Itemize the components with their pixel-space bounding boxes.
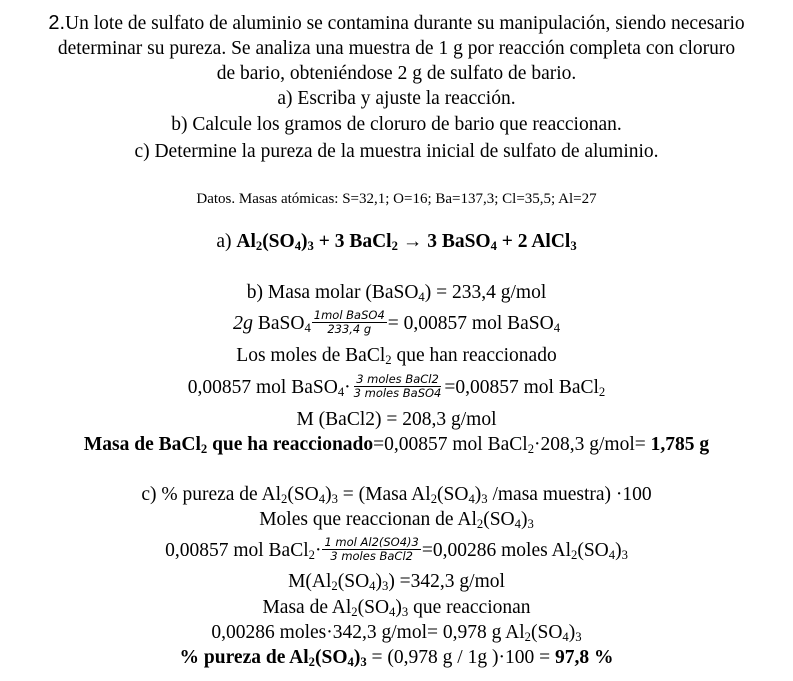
molar-mass-baso4: b) Masa molar (BaSO$_4$) = 233,4 g/mol	[246, 282, 547, 305]
fraction-baso4: $\frac{\text{1mol BaSO4}}{233,4 g}$	[313, 308, 385, 337]
problem-number: 2.	[48, 12, 66, 34]
problem-line-1: 2.Un lote de sulfato de aluminio se contamina durante su manipulación, siendo necesario	[48, 12, 745, 34]
purity-result: % pureza de $Al_2(SO_4)_3 = (0,978$ g / 1g )·100 = 97,8 %	[179, 647, 614, 670]
purity-value: 97,8 %	[554, 647, 614, 668]
mass-bacl2-result: Masa de BaCl$_2$ que ha reaccionado=0,00857 mol BaCl$_2$·208,3 g/mol= 1,785 g	[83, 434, 710, 457]
fraction-al2so43: $\frac{\text{1 mol Al2(SO4)3}}{\text{3 moles BaCl2}}$	[324, 535, 419, 563]
calc-moles-al2so43: 0,00857 mol BaCl$_2$· $\frac{\text{1 mol Al2(SO4)3}}{\text{3 moles BaCl2}}$ =0,00286 moles $Al_2(SO_4)_3$	[165, 535, 628, 563]
question-b: b) Calcule los gramos de cloruro de bario que reaccionan.	[171, 114, 622, 135]
molar-mass-al2so43: $M(Al_2(SO_4)_3) =342,3$ g/mol	[288, 571, 505, 594]
moles-al2so43-label: Moles que reaccionan de $Al_2(SO_4)_3$	[259, 509, 534, 532]
question-a: a) Escriba y ajuste la reacción.	[277, 88, 516, 109]
molar-mass-bacl2: M (BaCl2) = 208,3 g/mol	[296, 409, 497, 430]
calc-moles-bacl2: 0,00857 mol BaSO$_4$· $\frac{\text{3 moles BaCl2}}{\text{3 moles BaSO4}}$ =0,00857 mol BaCl$_2$	[187, 372, 606, 400]
moles-bacl2-label: Los moles de BaCl$_2$ que han reaccionado	[236, 345, 557, 368]
reaction-equation: a) $Al_2(SO_4)_3 + 3$ BaCl$_2$ → 3 BaSO$_4$ + 2 AlCl$_3$	[216, 231, 577, 254]
calc-moles-baso4: 2g BaSO$_4$ $\frac{\text{1mol BaSO4}}{233,4 g}$ = 0,00857 mol BaSO$_4$	[232, 308, 561, 337]
mass-bacl2-value: 1,785 g	[650, 434, 710, 455]
purity-formula: c) % pureza de $Al_2(SO_4)_3$ = (Masa $Al_2(SO_4)_3$ /masa muestra) ·100	[141, 484, 652, 507]
mass-al2so43-label: Masa de $Al_2(SO_4)_3$ que reaccionan	[262, 597, 531, 620]
problem-line-2: determinar su pureza. Se analiza una muestra de 1 g por reacción completa con cloruro	[57, 38, 736, 59]
mass-al2so43-calc: 0,00286 moles·342,3 g/mol= 0,978 g $Al_2(SO_4)_3$	[211, 622, 582, 645]
problem-line-3: de bario, obteniéndose 2 g de sulfato de bario.	[216, 63, 577, 84]
question-c: c) Determine la pureza de la muestra inicial de sulfato de aluminio.	[134, 141, 659, 162]
fraction-bacl2: $\frac{\text{3 moles BaCl2}}{\text{3 moles BaSO4}}$	[353, 372, 442, 400]
atomic-masses-data: Datos. Masas atómicas: S=32,1; O=16; Ba=137,3; Cl=35,5; Al=27	[196, 191, 597, 207]
